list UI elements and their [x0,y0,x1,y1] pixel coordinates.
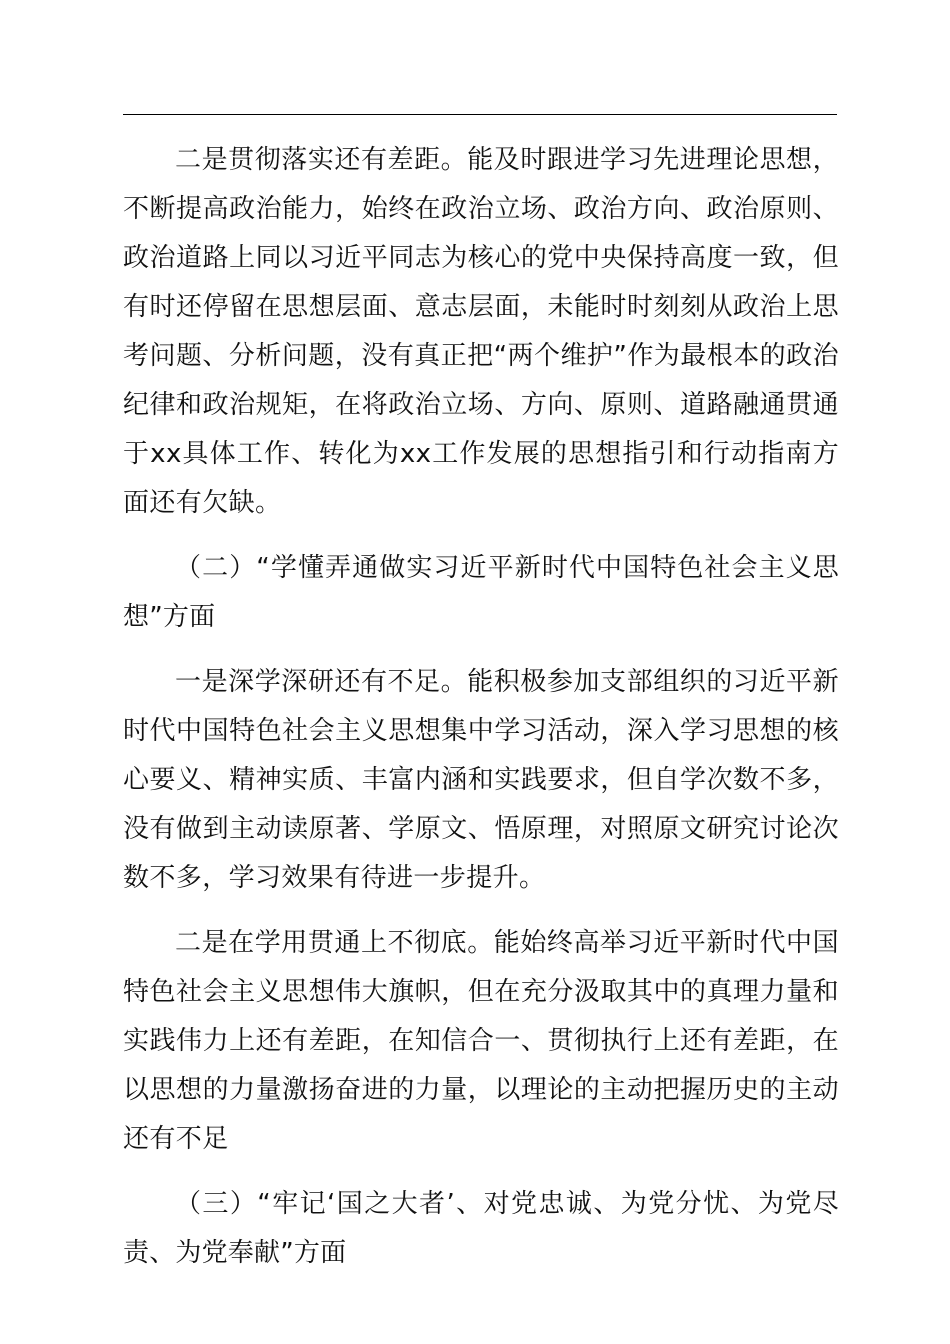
paragraph-implementation-gap: 二是贯彻落实还有差距。能及时跟进学习先进理论思想，不断提高政治能力，始终在政治立场、政治方向、政治原则、政治道路上同以习近平同志为核心的党中央保持高度一致，但有时还停留在思想层面、意志层面，未能时时刻刻从政治上思考问题、分析问题，没有真正把“两个维护”作为最根本的政治纪律和政治规矩，在将政治立场、方向、原则、道路融通贯通于xx具体工作、转化为xx工作发展的思想指引和行动指南方面还有欠缺。 [123,145,839,518]
section-heading-2: （二）“学懂弄通做实习近平新时代中国特色社会主义思想”方面 [123,553,839,632]
header-rule [123,114,837,115]
document-body [123,136,839,1278]
paragraph-application-gap: 二是在学用贯通上不彻底。能始终高举习近平新时代中国特色社会主义思想伟大旗帜，但在充分汲取其中的真理力量和实践伟力上还有差距，在知信合一、贯彻执行上还有差距，在以思想的力量激扬奋进的力量，以理论的主动把握历史的主动还有不足 [123,928,839,1154]
paragraph-study-insufficient: 一是深学深研还有不足。能积极参加支部组织的习近平新时代中国特色社会主义思想集中学习活动，深入学习思想的核心要义、精神实质、丰富内涵和实践要求，但自学次数不多，没有做到主动读原著、学原文、悟原理，对照原文研究讨论次数不多，学习效果有待进一步提升。 [123,667,839,893]
section-heading-3: （三）“牢记‘国之大者’、对党忠诚、为党分忧、为党尽责、为党奉献”方面 [123,1189,839,1268]
